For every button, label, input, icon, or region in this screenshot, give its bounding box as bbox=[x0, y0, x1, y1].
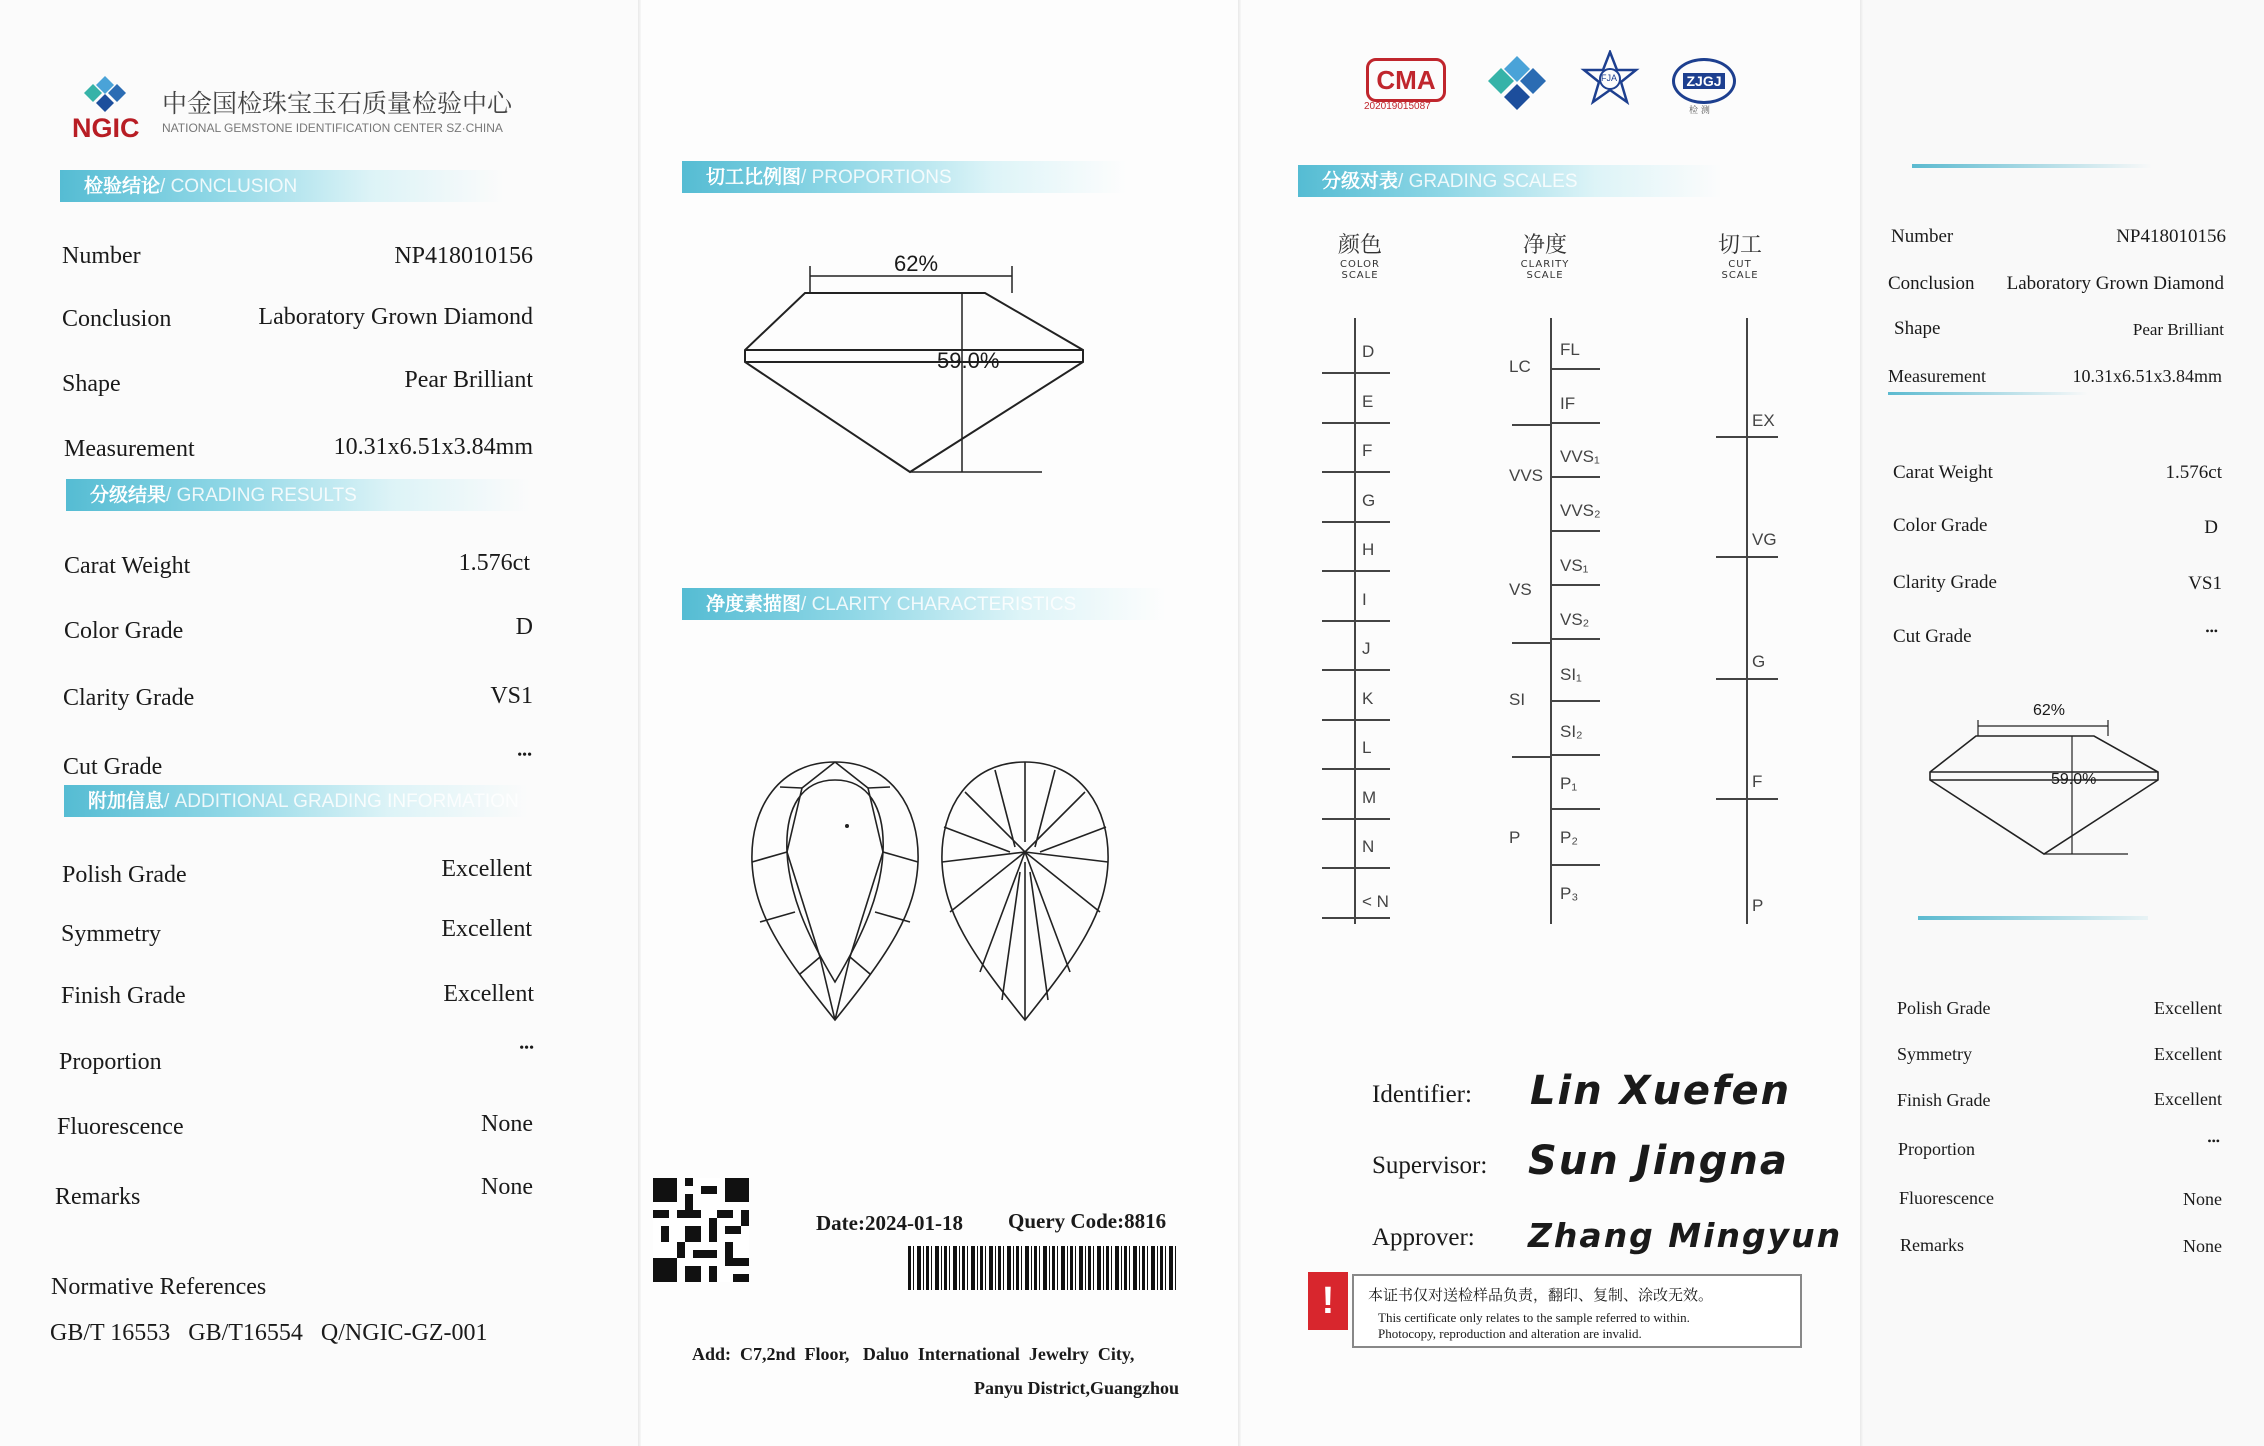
table-percentage: 62% bbox=[894, 251, 939, 276]
proportion-label: Proportion bbox=[59, 1049, 162, 1075]
depth-percentage: 59.0% bbox=[937, 348, 1000, 373]
clarity-scale-tick bbox=[1552, 476, 1600, 478]
finish-label: Finish Grade bbox=[61, 983, 186, 1009]
clarity-scale-tick bbox=[1552, 368, 1600, 370]
clarity-scale-tick bbox=[1552, 700, 1600, 702]
color-grade-6: J bbox=[1362, 639, 1371, 658]
issue-date: Date:2024-01-18 bbox=[816, 1211, 963, 1235]
approver-label: Approver: bbox=[1372, 1224, 1475, 1251]
cut-grade-0: EX bbox=[1752, 411, 1775, 430]
clarity-group-0: LC bbox=[1509, 357, 1531, 376]
cut-scale-tick bbox=[1716, 678, 1778, 680]
summary-proportion-value: ••• bbox=[2207, 1134, 2220, 1148]
summary-depth-percentage: 59.0% bbox=[2051, 771, 2097, 788]
carat-label: Carat Weight bbox=[64, 553, 191, 579]
fold-line bbox=[638, 0, 641, 1446]
cut-scale-axis bbox=[1746, 318, 1748, 924]
clarity-grade-1: IF bbox=[1560, 394, 1576, 413]
org-en-name: NATIONAL GEMSTONE IDENTIFICATION CENTER SZ·CHINA bbox=[162, 121, 503, 135]
summary-carat-label: Carat Weight bbox=[1893, 462, 1993, 483]
summary-cut-value: ••• bbox=[2205, 624, 2218, 638]
ngic-diamond-icon bbox=[1484, 56, 1550, 112]
color-scale-tick bbox=[1322, 570, 1390, 572]
brand-name: NGIC bbox=[72, 113, 140, 143]
summary-number-label: Number bbox=[1891, 226, 1954, 247]
summary-carat-value: 1.576ct bbox=[2165, 462, 2222, 483]
measurement-value: 10.31x6.51x3.84mm bbox=[333, 434, 533, 460]
remarks-label: Remarks bbox=[55, 1184, 141, 1210]
measurement-label: Measurement bbox=[64, 436, 195, 462]
summary-table-percentage: 62% bbox=[2033, 702, 2066, 719]
summary-clarity-value: VS1 bbox=[2188, 573, 2222, 594]
ngic-logo-icon bbox=[80, 76, 130, 114]
summary-cut-label: Cut Grade bbox=[1893, 626, 1972, 647]
color-grade-5: I bbox=[1362, 589, 1367, 609]
shape-label: Shape bbox=[62, 371, 121, 397]
conclusion-label: Conclusion bbox=[62, 306, 172, 332]
fold-line bbox=[1238, 0, 1241, 1446]
summary-symmetry-label: Symmetry bbox=[1897, 1044, 1972, 1064]
color-grade-8: L bbox=[1362, 738, 1372, 757]
color-scale-tick bbox=[1322, 669, 1390, 671]
summary-fluorescence-value: None bbox=[2183, 1189, 2222, 1209]
identifier-signature: Lin Xuefen bbox=[1530, 1068, 1792, 1114]
clarity-scale-tick bbox=[1552, 422, 1600, 424]
summary-fluorescence-label: Fluorescence bbox=[1899, 1188, 1994, 1208]
summary-shape-label: Shape bbox=[1894, 318, 1941, 339]
clarity-group-3: SI bbox=[1509, 690, 1526, 709]
section-additional: 附加信息/ ADDITIONAL GRADING INFORMATION bbox=[64, 785, 528, 817]
summary-measurement-value: 10.31x6.51x3.84mm bbox=[2072, 366, 2222, 386]
symmetry-label: Symmetry bbox=[61, 921, 161, 947]
color-scale-tick bbox=[1322, 372, 1390, 374]
summary-proportion-diagram bbox=[1926, 712, 2162, 862]
supervisor-signature: Sun Jingna bbox=[1528, 1138, 1789, 1184]
color-scale-tick bbox=[1322, 521, 1390, 523]
summary-color-label: Color Grade bbox=[1893, 515, 1988, 536]
summary-finish-value: Excellent bbox=[2154, 1089, 2222, 1109]
color-scale-tick bbox=[1322, 768, 1390, 770]
color-label: Color Grade bbox=[64, 618, 184, 644]
color-value: D bbox=[515, 614, 533, 640]
clarity-group-4: P bbox=[1509, 828, 1521, 847]
summary-polish-label: Polish Grade bbox=[1897, 998, 1991, 1018]
summary-divider-1 bbox=[1888, 392, 2088, 395]
color-grade-4: H bbox=[1362, 540, 1375, 559]
color-scale-tick bbox=[1322, 422, 1390, 424]
cut-grade-3: F bbox=[1752, 772, 1763, 791]
summary-clarity-label: Clarity Grade bbox=[1893, 572, 1997, 593]
section-conclusion: 检验结论/ CONCLUSION bbox=[60, 170, 504, 202]
zjgj-logo-text: ZJGJ bbox=[1683, 73, 1724, 89]
clarity-grade-6: SI₁ bbox=[1560, 665, 1582, 684]
clarity-group-tick bbox=[1512, 756, 1552, 758]
clarity-scale-tick bbox=[1552, 808, 1600, 810]
query-code: Query Code:8816 bbox=[1008, 1209, 1167, 1233]
clarity-scale-tick bbox=[1552, 754, 1600, 756]
color-scale-tick bbox=[1322, 867, 1390, 869]
summary-conclusion-value: Laboratory Grown Diamond bbox=[2006, 273, 2224, 294]
fold-line bbox=[1860, 0, 1863, 1446]
section-clarity: 净度素描图/ CLARITY CHARACTERISTICS bbox=[682, 588, 1166, 620]
cut-value: ••• bbox=[517, 748, 532, 763]
summary-divider-2 bbox=[1918, 916, 2148, 920]
proportion-diagram bbox=[730, 250, 1090, 480]
cut-scale-tick bbox=[1716, 798, 1778, 800]
clarity-plot-diagram bbox=[740, 752, 1120, 1032]
clarity-label: Clarity Grade bbox=[63, 685, 195, 711]
org-cn-name: 中金国检珠宝玉石质量检验中心 bbox=[162, 89, 513, 118]
supervisor-label: Supervisor: bbox=[1372, 1152, 1488, 1179]
color-grade-2: F bbox=[1362, 441, 1373, 460]
clarity-grade-8: P₁ bbox=[1560, 774, 1578, 793]
clarity-grade-5: VS₂ bbox=[1560, 610, 1590, 629]
number-value: NP418010156 bbox=[394, 243, 533, 269]
number-label: Number bbox=[62, 243, 141, 269]
conclusion-value: Laboratory Grown Diamond bbox=[258, 304, 533, 330]
color-grade-0: D bbox=[1362, 342, 1375, 361]
color-grade-10: N bbox=[1362, 837, 1375, 856]
color-grade-7: K bbox=[1362, 688, 1374, 708]
clarity-scale-header: 净度 CLARITY SCALE bbox=[1520, 233, 1570, 281]
clarity-grade-3: VVS₂ bbox=[1560, 501, 1601, 520]
fluorescence-value: None bbox=[481, 1111, 533, 1137]
summary-proportion-label: Proportion bbox=[1898, 1139, 1976, 1159]
zjgj-logo bbox=[1672, 58, 1736, 104]
color-grade-11: < N bbox=[1362, 891, 1389, 911]
finish-value: Excellent bbox=[443, 981, 534, 1007]
clarity-group-tick bbox=[1512, 642, 1552, 644]
polish-value: Excellent bbox=[441, 856, 532, 882]
color-scale-tick bbox=[1322, 471, 1390, 473]
clarity-group-2: VS bbox=[1509, 580, 1532, 599]
summary-color-value: D bbox=[2204, 517, 2218, 538]
qr-code-icon[interactable] bbox=[653, 1176, 749, 1284]
summary-measurement-label: Measurement bbox=[1888, 366, 1986, 386]
cut-scale-header: 切工 CUT SCALE bbox=[1717, 233, 1762, 281]
clarity-group-tick bbox=[1512, 424, 1552, 426]
color-scale-tick bbox=[1322, 719, 1390, 721]
remarks-value: None bbox=[481, 1174, 533, 1200]
notice-box bbox=[1308, 1272, 1800, 1348]
summary-conclusion-label: Conclusion bbox=[1888, 273, 1975, 294]
proportion-value: ••• bbox=[519, 1041, 534, 1056]
summary-remarks-label: Remarks bbox=[1900, 1235, 1964, 1255]
color-scale-tick bbox=[1322, 917, 1390, 919]
clarity-grade-0: FL bbox=[1560, 340, 1580, 359]
symmetry-value: Excellent bbox=[441, 916, 532, 942]
cut-grade-4: P bbox=[1752, 896, 1764, 915]
carat-value: 1.576ct bbox=[458, 550, 530, 576]
polish-label: Polish Grade bbox=[62, 862, 187, 888]
cut-scale-tick bbox=[1716, 556, 1778, 558]
cut-label: Cut Grade bbox=[63, 754, 163, 780]
section-grading: 分级结果/ GRADING RESULTS bbox=[66, 479, 530, 511]
normative-label: Normative References bbox=[51, 1274, 267, 1300]
fja-text: FJA bbox=[1601, 73, 1618, 83]
notice-text-box bbox=[1352, 1274, 1802, 1348]
identifier-label: Identifier: bbox=[1372, 1081, 1472, 1108]
summary-remarks-value: None bbox=[2183, 1236, 2222, 1256]
clarity-grade-2: VVS₁ bbox=[1560, 447, 1600, 466]
summary-shape-value: Pear Brilliant bbox=[2132, 320, 2224, 339]
color-grade-1: E bbox=[1362, 391, 1374, 411]
clarity-grade-4: VS₁ bbox=[1560, 556, 1589, 575]
clarity-scale-tick bbox=[1552, 638, 1600, 640]
notice-en-2: Photocopy, reproduction and alteration are invalid. bbox=[1378, 1326, 1642, 1341]
shape-value: Pear Brilliant bbox=[404, 367, 533, 393]
cma-number: 202019015087 bbox=[1364, 101, 1431, 112]
cma-logo bbox=[1366, 58, 1446, 102]
clarity-value: VS1 bbox=[490, 683, 533, 709]
cut-grade-1: VG bbox=[1752, 530, 1777, 549]
normative-refs: GB/T 16553 GB/T16554 Q/NGIC-GZ-001 bbox=[50, 1320, 488, 1346]
notice-en-1: This certificate only relates to the sample referred to within. bbox=[1378, 1310, 1690, 1325]
warning-icon: ! bbox=[1308, 1272, 1348, 1330]
fluorescence-label: Fluorescence bbox=[57, 1114, 184, 1140]
barcode bbox=[908, 1246, 1176, 1290]
clarity-grade-9: P₂ bbox=[1560, 828, 1578, 847]
section-grading-scales: 分级对表/ GRADING SCALES bbox=[1298, 165, 1722, 197]
notice-cn: 本证书仅对送检样品负责，翻印、复制、涂改无效。 bbox=[1368, 1286, 1714, 1304]
summary-polish-value: Excellent bbox=[2154, 998, 2222, 1018]
clarity-scale-tick bbox=[1552, 584, 1600, 586]
zjgj-sub: 检 测 bbox=[1689, 106, 1710, 116]
clarity-grade-7: SI₂ bbox=[1560, 722, 1583, 741]
color-scale-header: 颜色 COLOR SCALE bbox=[1337, 233, 1382, 281]
clarity-scale-tick bbox=[1552, 864, 1600, 866]
clarity-scale-axis bbox=[1550, 318, 1552, 924]
address-line-1: Add: C7,2nd Floor, Daluo International Jewelry City, bbox=[692, 1344, 1135, 1364]
color-scale-tick bbox=[1322, 818, 1390, 820]
cut-scale-tick bbox=[1716, 436, 1778, 438]
color-scale-tick bbox=[1322, 620, 1390, 622]
clarity-grade-10: P₃ bbox=[1560, 884, 1579, 903]
cut-grade-2: G bbox=[1752, 652, 1766, 671]
summary-number-value: NP418010156 bbox=[2116, 226, 2226, 247]
address-line-2: Panyu District,Guangzhou bbox=[974, 1378, 1180, 1398]
color-grade-3: G bbox=[1362, 490, 1376, 510]
summary-finish-label: Finish Grade bbox=[1897, 1090, 1991, 1110]
clarity-group-1: VVS bbox=[1509, 466, 1544, 485]
approver-signature: Zhang Mingyun bbox=[1528, 1216, 1843, 1255]
section-proportions: 切工比例图/ PROPORTIONS bbox=[682, 161, 1126, 193]
panel-conclusion bbox=[0, 0, 640, 1446]
color-grade-9: M bbox=[1362, 787, 1377, 807]
divider-top bbox=[1912, 164, 2152, 168]
cma-logo-text: CMA bbox=[1376, 65, 1436, 95]
clarity-scale-tick bbox=[1552, 530, 1600, 532]
summary-symmetry-value: Excellent bbox=[2154, 1044, 2222, 1064]
